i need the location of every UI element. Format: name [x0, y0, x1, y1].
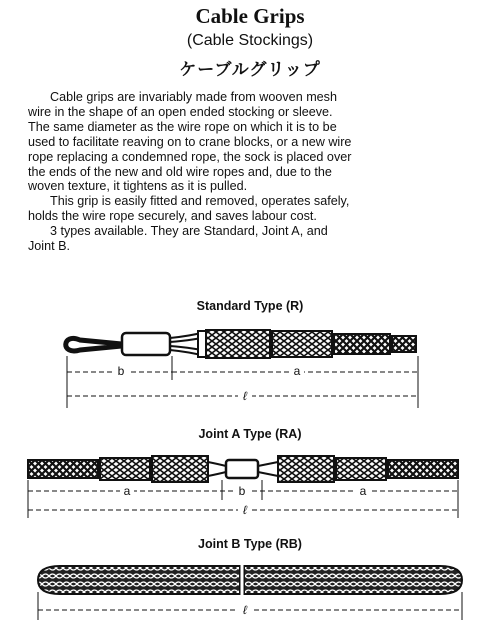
mesh-body-right	[244, 566, 462, 594]
text-line: Cable grips are invariably made from wooven mesh	[50, 90, 337, 104]
dim-a-label: a	[293, 364, 301, 378]
page-title: Cable Grips	[195, 4, 305, 28]
text-line: wire in the shape of an open ended stocking or sleeve.	[28, 104, 333, 119]
joint-b-type-diagram	[0, 556, 500, 626]
dim-a-left-label: a	[123, 484, 131, 498]
text-line: rope replacing a condemned rope, the sock is placed over	[28, 149, 352, 164]
text-line: used to facilitate reaving on to crane blocks, or a new wire	[28, 134, 352, 149]
description-text	[28, 90, 474, 254]
mesh-body	[206, 330, 270, 358]
dim-b-label: b	[117, 364, 125, 378]
dim-l-label: ℓ	[243, 503, 247, 517]
text-line: holds the wire rope securely, and saves labour cost.	[28, 209, 317, 224]
dim-a-right-label: a	[359, 484, 367, 498]
page-subtitle: (Cable Stockings)	[186, 32, 314, 49]
standard-type-label: Standard Type (R)	[196, 299, 304, 313]
eye-loop	[66, 338, 122, 351]
sleeve	[122, 333, 170, 355]
paragraph-2	[28, 194, 474, 224]
joint-a-type-diagram	[0, 446, 500, 521]
mesh-body-left	[38, 566, 240, 594]
paragraph-3	[28, 224, 474, 254]
dim-b-label: b	[238, 484, 246, 498]
joint-sleeve	[226, 460, 258, 478]
joint-b-type-label: Joint B Type (RB)	[198, 537, 302, 551]
text-line: The same diameter as the wire rope on which it is to be	[28, 119, 337, 134]
standard-type-diagram	[0, 320, 500, 410]
dim-l-label: ℓ	[243, 389, 247, 403]
text-line: Joint B.	[28, 239, 70, 254]
joint-a-type-label: Joint A Type (RA)	[198, 427, 302, 441]
text-line: woven texture, it tightens as it is pulled.	[28, 179, 248, 194]
text-line: the ends of the new and old wire ropes and, due to the	[28, 164, 332, 179]
dim-l-label: ℓ	[243, 603, 247, 617]
japanese-title: ケーブルグリップ	[179, 60, 321, 80]
text-line: 3 types available. They are Standard, Joint A, and	[50, 224, 328, 239]
paragraph-1	[28, 90, 474, 194]
text-line: This grip is easily fitted and removed, operates safely,	[50, 194, 350, 209]
